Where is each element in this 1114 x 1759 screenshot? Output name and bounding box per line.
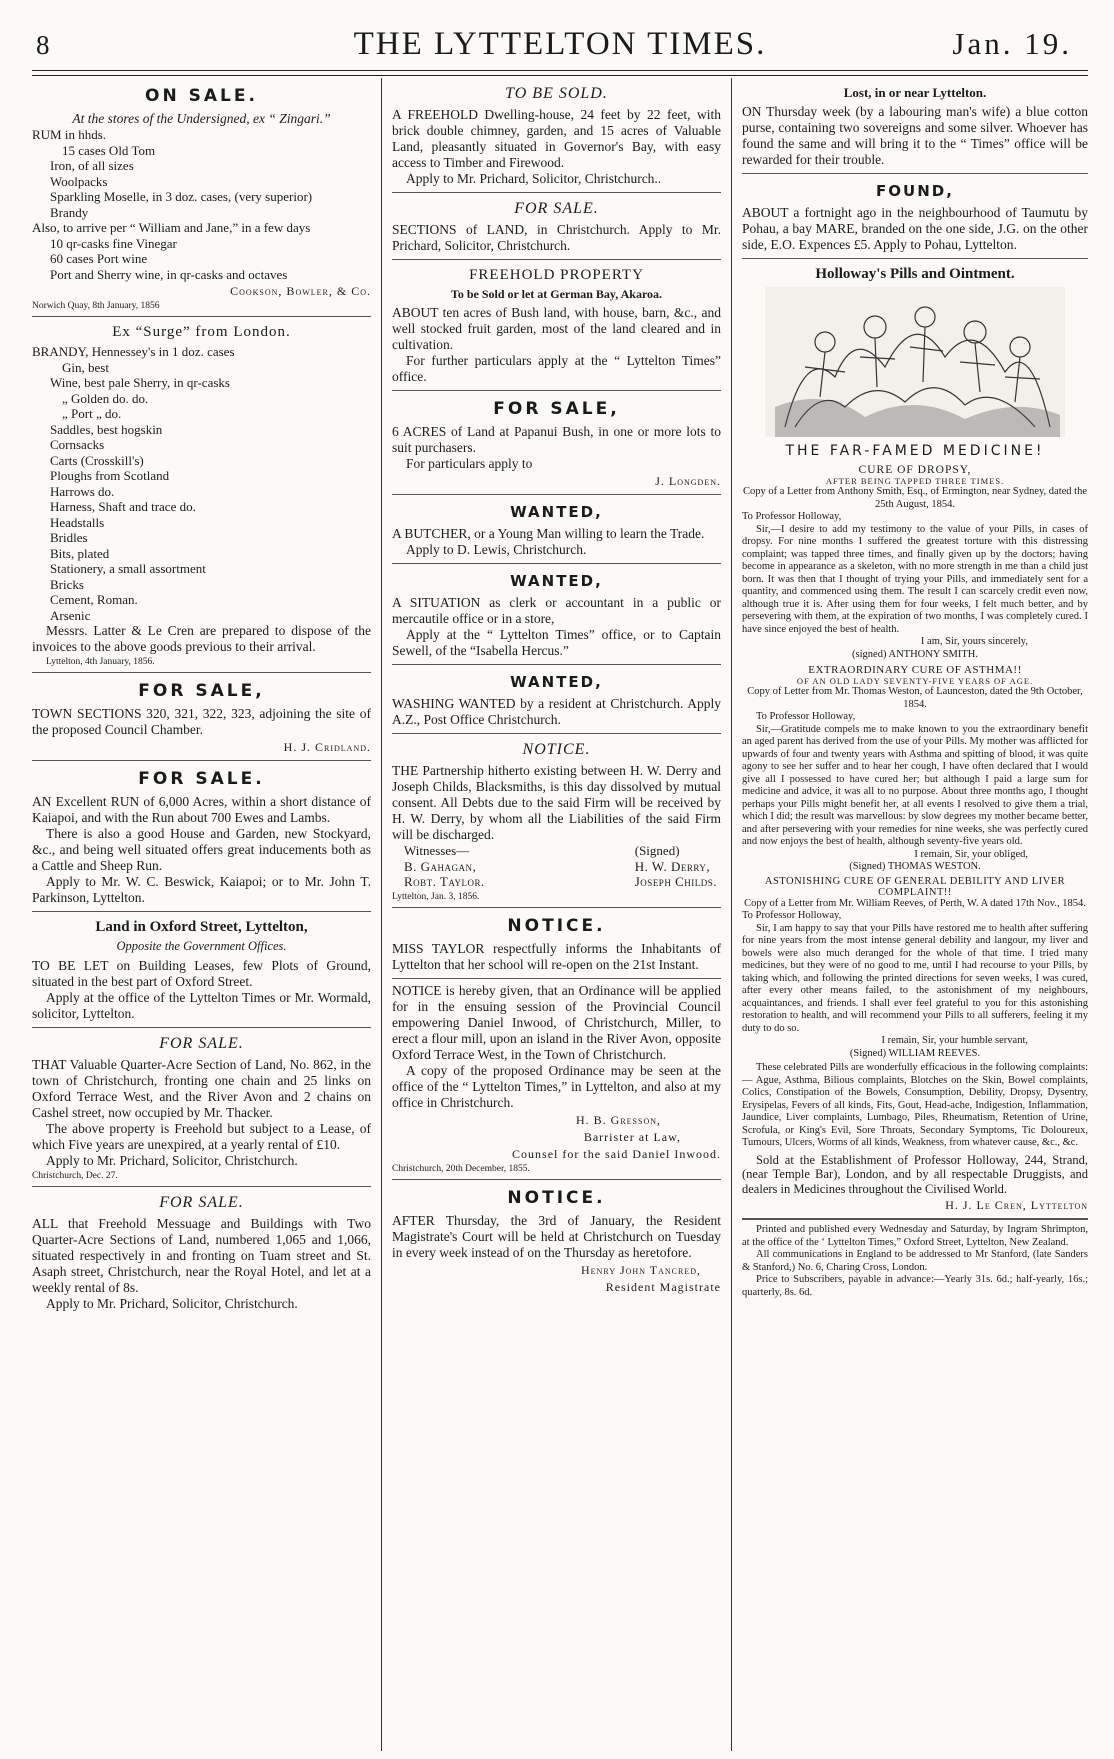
list-item: Saddles, best hogskin: [50, 421, 163, 437]
case-salutation: To Professor Holloway,: [756, 711, 856, 722]
ad-text: Apply to Mr. Prichard, Solicitor, Christchurch.: [46, 1153, 298, 1168]
ad-run: [32, 761, 371, 912]
ad-flour-mill: [392, 979, 721, 1180]
sold-at: Sold at the Establishment of Professor Holloway, 244, Strand, (near Temple Bar), London, and by all respectable Druggists, and dealers in Medicines throughout the Civilised World.: [742, 1152, 1088, 1196]
ad-text: A copy of the proposed Ordinance may be seen at the office of the “ Lyttelton Times,” in Lyttelton, and also at my office in Christchurch.: [392, 1062, 721, 1110]
list-item: BRANDY, Hennessey's in 1 doz. cases: [32, 344, 235, 359]
list-item: Carts (Crosskill's): [50, 452, 144, 468]
witness-line: Witnesses—: [404, 843, 470, 858]
list-item: Bits, plated: [50, 545, 110, 561]
list-item: 15 cases Old Tom: [62, 142, 156, 158]
ad-miss-taylor: [392, 908, 721, 979]
masthead-rule: [32, 70, 1088, 76]
ad-title: WANTED,: [510, 673, 603, 691]
ad-situation: [392, 564, 721, 665]
ad-text: ON Thursday week (by a labouring man's wife) a blue cotton purse, containing two sovereigns and some silver. Whoever has found the same and will bring it to the “ Times” office will be rewarded for their trouble.: [742, 104, 1088, 167]
case-title: CURE OF DROPSY,: [858, 464, 972, 476]
ad-freehold-messuage: [32, 1187, 371, 1317]
witness-line: Robt. Taylor.: [404, 874, 485, 889]
case-close: I am, Sir, yours sincerely,: [920, 636, 1028, 647]
ad-title: Lost, in or near Lyttelton.: [843, 85, 987, 100]
ad-signature: H. J. Le Cren, Lyttelton: [945, 1198, 1088, 1212]
list-item: Sparkling Moselle, in 3 doz. cases, (very superior): [50, 189, 313, 204]
list-item: RUM in hhds.: [32, 127, 107, 142]
ad-text: 6 ACRES of Land at Papanui Bush, in one or more lots to suit purchasers.: [392, 424, 721, 455]
ad-title: NOTICE.: [522, 741, 591, 758]
case-intro: Copy of a Letter from Anthony Smith, Esq., of Ermington, near Sydney, dated the 25th August, 1854.: [742, 486, 1087, 510]
issue-date: Jan. 19.: [952, 26, 1072, 61]
case-body: Sir,—Gratitude compels me to make known to you the extraordinary benefit an aged parent has derived from the use of your Pills. My mother was afflicted for upwards of four and twenty years with Asthma and spitting of blood, it was quite agony to see her suffer and to hear her cough, I have often declared that I would give all I possessed to have cured her; but although I paid a large sum for medicine and advice, it was all to no purpose. About three months ago, I thought perhaps your Pills might benefit her, at all events I resolved to give them a trial, which I did; the result was marvellous: by slow degrees my mother became better, and after persevering with your remedies for nine weeks, she was perfectly cured and now enjoys the best of health, although seventy-five years old.: [742, 723, 1088, 847]
ad-title: Land in Oxford Street, Lyttelton,: [95, 919, 308, 935]
list-item: Bridles: [50, 530, 88, 545]
ad-text: A SITUATION as clerk or accountant in a public or mercautile office or in a store,: [392, 595, 721, 626]
newspaper-title: THE LYTTELTON TIMES.: [353, 26, 767, 62]
ad-title: FOR SALE.: [514, 200, 599, 217]
ad-found: [742, 174, 1088, 259]
ad-text: A FREEHOLD Dwelling-house, 24 feet by 22 feet, with brick double chimney, garden, and 15 acres of Valuable Land, pleasantly situated in Governor's Bay, with easy access to Timber and Firewood.: [392, 107, 721, 170]
ad-text: TOWN SECTIONS 320, 321, 322, 323, adjoining the site of the proposed Council Chamber.: [32, 706, 371, 737]
column-1: [32, 78, 382, 1751]
ad-title: FOR SALE,: [493, 399, 620, 419]
ad-lost: [742, 78, 1088, 174]
ad-text: Apply to Mr. W. C. Beswick, Kaiapoi; or to Mr. John T. Parkinson, Lyttelton.: [32, 874, 371, 905]
ad-text: Apply to Mr. Prichard, Solicitor, Christchurch..: [406, 171, 662, 186]
list-item: Iron, of all sizes: [50, 158, 134, 173]
case-close: I remain, Sir, your humble servant,: [881, 1035, 1028, 1046]
case-title: ASTONISHING CURE OF GENERAL DEBILITY AND LIVER COMPLAINT!!: [764, 875, 1066, 898]
ad-text: The above property is Freehold but subject to a Lease, of which Five years are unexpired, at a yearly rental of £10.: [32, 1121, 371, 1152]
ad-dateline: Norwich Quay, 8th January, 1856: [32, 301, 160, 311]
ad-signature: Resident Magistrate: [605, 1279, 721, 1294]
witness-line: B. Gahagan,: [404, 858, 477, 874]
ad-signature: Henry John Tancred,: [580, 1262, 701, 1277]
columns: [32, 78, 1088, 1751]
ad-text: There is also a good House and Garden, new Stockyard, &c., and being well situated offers great inducements both as a Cattle and Sheep Run.: [32, 826, 371, 873]
list-item: 10 qr-casks fine Vinegar: [50, 235, 177, 251]
imprint-text: All communications in England to be addressed to Mr Stanford, (late Sanders & Stanford,) No. 6, Charing Cross, London.: [742, 1249, 1088, 1273]
case-title: EXTRAORDINARY CURE OF ASTHMA!!: [808, 664, 1022, 676]
list-item: „ Port „ do.: [62, 406, 122, 421]
case-subtitle: AFTER BEING TAPPED THREE TIMES.: [825, 476, 1005, 486]
list-item: Gin, best: [62, 359, 109, 375]
ad-signature: H. B. Gresson,: [575, 1112, 661, 1127]
ad-title: FOR SALE.: [138, 769, 265, 789]
signed-line: Joseph Childs.: [634, 874, 717, 889]
case-close: I remain, Sir, your obliged,: [914, 848, 1028, 860]
list-item: Headstalls: [50, 514, 105, 530]
case-body: Sir, I am happy to say that your Pills have restored me to health after suffering for nine years from the most intense general debility and langour, my liver and bowels were also much deranged for the whole of that time. I tried many medicines, but they were of no good to me, until I had recourse to your Pills, by taking which, and following the printed directions for seven weeks, I was cured, after every other means failed, to the astonishment of my neighbours, acquaintances, and friends. I shall ever feel grateful to you for this astonishing restoration to health, and will recommend your Pills to all sufferers, feeling it my duty to do so.: [742, 922, 1088, 1034]
ad-title: NOTICE.: [507, 1187, 606, 1208]
ad-town-sections: [32, 673, 371, 761]
ad-title: TO BE SOLD.: [505, 85, 608, 102]
list-item: Cement, Roman.: [50, 592, 138, 607]
ad-title: FOR SALE.: [159, 1194, 244, 1211]
case-body: Sir,—I desire to add my testimony to the value of your Pills, in cases of dropsy. For nine months I suffered the greatest torture with this distressing complaint; was tapped three times, and finally given up by the doctors; having become in appearance as a skeleton, with no more strength in me than a child just born. It was then that I thought of trying your Pills, and immediately sent for a quantity, and commenced using them. The result I can scarcely credit even now, although true it is. After using them for four weeks, I felt much better, and by persevering with them, at the expiration of two months, I was completely cured. I have since enjoyed the best of health.: [742, 523, 1088, 635]
case-signature: (Signed) THOMAS WESTON.: [849, 861, 981, 872]
ad-dateline: Christchurch, Dec. 27.: [32, 1171, 118, 1181]
ad-title: NOTICE.: [507, 915, 606, 936]
case-signature: (signed) ANTHONY SMITH.: [852, 648, 978, 660]
ad-quarter-acre: [32, 1028, 371, 1187]
list-item: Wine, best pale Sherry, in qr-casks: [50, 375, 230, 390]
ad-text: THAT Valuable Quarter-Acre Section of Land, No. 862, in the town of Christchurch, fronting one chain and 25 links on Oxford Terrace West, and the River Avon and 2 chains on Cashel street, now occupied by Mr. Thacker.: [32, 1057, 371, 1120]
case-salutation: To Professor Holloway,: [742, 511, 842, 522]
ad-dateline: Lyttelton, 4th January, 1856.: [46, 657, 155, 667]
ad-subtitle: To be Sold or let at German Bay, Akaroa.: [450, 287, 663, 301]
ad-text: ABOUT ten acres of Bush land, with house, barn, &c., and well stocked fruit garden, most of the land cleared and in cultivation.: [392, 305, 721, 352]
ad-text: THE Partnership hitherto existing between H. W. Derry and Joseph Childs, Blacksmiths, is this day dissolved by mutual consent. All Debts due to the said Firm will be received by H. W. Derry, by whom all the Liabilities of the said Firm will be discharged.: [392, 763, 721, 842]
ad-holloway: [742, 259, 1088, 1219]
ad-text: For further particulars apply at the “ Lyttelton Times” office.: [392, 353, 721, 384]
ad-text: Also, to arrive per “ William and Jane,” in a few days: [32, 220, 311, 235]
list-item: Ploughs from Scotland: [50, 468, 170, 483]
ad-court: [392, 1180, 721, 1300]
imprint: [742, 1219, 1088, 1304]
list-item: Harrows do.: [50, 483, 115, 499]
signed-line: (Signed): [634, 843, 680, 858]
list-item: „ Golden do. do.: [62, 390, 149, 406]
ad-subtitle: Opposite the Government Offices.: [116, 939, 287, 953]
ad-text: Apply to D. Lewis, Christchurch.: [406, 542, 587, 557]
list-item: Bricks: [50, 576, 84, 592]
imprint-text: Printed and published every Wednesday and Saturday, by Ingram Shrimpton, at the office of the ‘ Lyttelton Times,” Oxford Street, Lyttelton, New Zealand.: [742, 1224, 1088, 1248]
ad-text: Apply to Mr. Prichard, Solicitor, Christchurch.: [46, 1296, 298, 1311]
case-signature: (Signed) WILLIAM REEVES.: [849, 1047, 981, 1059]
ad-title: FOR SALE,: [138, 681, 265, 701]
ad-butcher: [392, 495, 721, 564]
ad-akaroa: [392, 260, 721, 391]
ad-signature: Counsel for the said Daniel Inwood.: [512, 1146, 721, 1161]
ad-title: ON SALE.: [145, 86, 258, 106]
ad-text: ABOUT a fortnight ago in the neighbourhood of Taumutu by Pohau, a bay MARE, branded on the one side, J.G. on the other side, E.O. Expences £5. Apply to Pohau, Lyttelton.: [742, 205, 1088, 252]
column-3: [732, 78, 1088, 1751]
ad-dateline: Lyttelton, Jan. 3, 1856.: [392, 891, 480, 902]
column-2: [382, 78, 732, 1751]
case-salutation: To Professor Holloway,: [742, 910, 842, 921]
ad-on-sale: [32, 78, 371, 317]
list-item: 60 cases Port wine: [50, 251, 148, 266]
ad-title: WANTED,: [510, 572, 603, 590]
list-item: Port and Sherry wine, in qr-casks and octaves: [50, 266, 288, 282]
ad-oxford-street: [32, 912, 371, 1028]
complaints-list: These celebrated Pills are wonderfully efficacious in the following complaints:— Ague, Asthma, Bilious complaints, Blotches on the Skin, Bowel complaints, Colics, Constipation of the Bowels, Consumption, Debility, Dropsy, Dysentry, Erysipelas, Fevers of all kinds, Fits, Gout, Head-ache, Indigestion, Inflammation, Jaundice, Liver complaints, Lumbago, Piles, Rheumatism, Retention of Urine, Scrofula, or King's Evil, Sore Throats, Secondary Symptoms, Tic Doloureux, Tumours, Ulcers, Worms of all kinds, Weakness, from whatever cause, &c., &c.: [742, 1062, 1088, 1148]
ad-text: A BUTCHER, or a Young Man willing to learn the Trade.: [392, 526, 705, 541]
list-item: Woolpacks: [50, 173, 108, 189]
ad-papanui: [392, 391, 721, 495]
list-item: Cornsacks: [50, 437, 105, 452]
ad-signature: Cookson, Bowler, & Co.: [230, 284, 371, 298]
ad-title: Holloway's Pills and Ointment.: [815, 266, 1015, 282]
ad-title: FOR SALE.: [159, 1035, 244, 1052]
ad-text: For particulars apply to: [406, 456, 533, 471]
list-item: Stationery, a small assortment: [50, 561, 206, 576]
ad-signature: J. Longden.: [655, 474, 721, 488]
ad-title: WANTED,: [510, 503, 603, 521]
case-subtitle: OF AN OLD LADY SEVENTY-FIVE YEARS OF AGE.: [796, 676, 1034, 686]
ad-signature: H. J. Cridland.: [283, 740, 371, 754]
ad-text: TO BE LET on Building Leases, few Plots of Ground, situated in the best part of Oxford Street.: [32, 958, 371, 989]
ad-text: Messrs. Latter & Le Cren are prepared to dispose of the invoices to the above goods previous to their arrival.: [32, 623, 371, 654]
ad-title: Ex “Surge” from London.: [112, 324, 291, 340]
ad-text: MISS TAYLOR respectfully informs the Inhabitants of Lyttelton that her school will re-open on the 21st Instant.: [392, 940, 721, 972]
list-item: Brandy: [50, 204, 89, 220]
ad-text: AFTER Thursday, the 3rd of January, the Resident Magistrate's Court will be held at Christchurch on Tuesday in every week instead of on the Thursday as heretofore.: [392, 1212, 721, 1260]
signed-line: H. W. Derry,: [634, 858, 711, 874]
ad-title: FOUND,: [876, 182, 954, 200]
ad-signature: Barrister at Law,: [583, 1129, 681, 1144]
ad-text: ALL that Freehold Messuage and Buildings with Two Quarter-Acre Sections of Land, numbered 1,065 and 1,066, situated respectively in and fronting on Tuam street and St. Asaph street, Christchurch, near the Royal Hotel, and let at a weekly rental of 8s.: [32, 1216, 371, 1295]
ad-partnership: [392, 734, 721, 908]
case-intro: Copy of Letter from Mr. Thomas Weston, of Launceston, dated the 9th October, 1854.: [747, 686, 1083, 710]
case-intro: Copy of a Letter from Mr. William Reeves, of Perth, W. A dated 17th Nov., 1854.: [744, 897, 1086, 909]
engraving-image: [765, 287, 1065, 437]
ad-text: AN Excellent RUN of 6,000 Acres, within a short distance of Kaiapoi, and with the Run about 700 Ewes and Lambs.: [32, 794, 371, 825]
ad-dateline: Christchurch, 20th December, 1855.: [392, 1163, 530, 1174]
ad-title: FREEHOLD PROPERTY: [469, 267, 644, 283]
ad-text: WASHING WANTED by a resident at Christchurch. Apply A.Z., Post Office Christchurch.: [392, 696, 721, 727]
page-number: 8: [36, 30, 50, 60]
ad-text: Apply at the “ Lyttelton Times” office, or to Captain Sewell, of the “Isabella Hercus.”: [392, 627, 721, 658]
imprint-text: Price to Subscribers, payable in advance:—Yearly 31s. 6d.; half-yearly, 16s.; quarterly, 8s. 6d.: [742, 1274, 1088, 1298]
list-item: Arsenic: [50, 607, 91, 623]
ad-text: NOTICE is hereby given, that an Ordinance will be applied for in the ensuing session of the Provincial Council empowering Daniel Inwood, of Christchurch, Miller, to erect a flour mill, upon an island in the River Avon, opposite Oxford Terrace West, in the Town of Christchurch.: [392, 982, 721, 1062]
witness-block: [392, 843, 721, 890]
ad-intro: At the stores of the Undersigned, ex “ Zingari.”: [72, 111, 331, 126]
list-item: Harness, Shaft and trace do.: [50, 499, 196, 514]
ad-text: Apply at the office of the Lyttelton Times or Mr. Wormald, solicitor, Lyttelton.: [32, 990, 371, 1021]
ad-text: SECTIONS of LAND, in Christchurch. Apply to Mr. Prichard, Solicitor, Christchurch.: [392, 222, 721, 253]
masthead: [32, 0, 1088, 62]
ad-sections: [392, 193, 721, 260]
ad-surge: [32, 317, 371, 673]
ad-to-be-sold: [392, 78, 721, 193]
ad-banner: THE FAR-FAMED MEDICINE!: [785, 443, 1045, 459]
engraving-illustration: [742, 287, 1088, 437]
ad-washing: [392, 665, 721, 734]
